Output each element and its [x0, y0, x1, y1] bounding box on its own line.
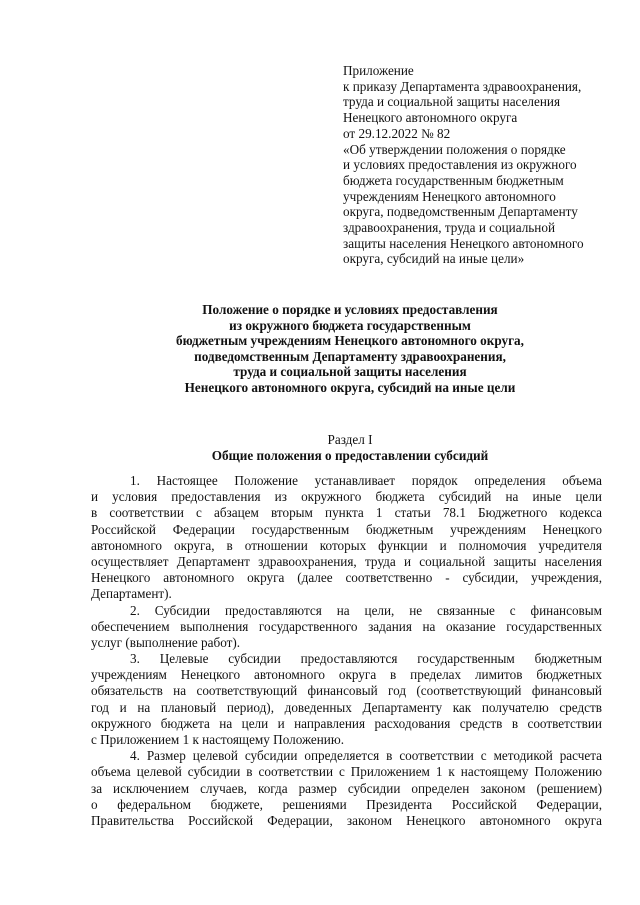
paragraph-line: год и на плановый период), доведенных Департаменту как получателю средств — [91, 699, 602, 715]
paragraph-line: 1. Настоящее Положение устанавливает порядок определения объема — [130, 473, 602, 488]
annex-line: Ненецкого автономного округа — [343, 110, 518, 126]
annex-line: от 29.12.2022 № 82 — [343, 125, 451, 141]
annex-line: «Об утверждении положения о порядке — [343, 141, 566, 157]
paragraph-line: Ненецкого автономного округа (далее соответственно - субсидии, учреждения, — [91, 570, 602, 586]
paragraph-line: осуществляет Департамент здравоохранения, труда и социальной защиты населения — [91, 553, 602, 569]
paragraph-line: 4. Размер целевой субсидии определяется в соответствии с методикой расчета — [130, 748, 602, 764]
annex-line: бюджета государственным бюджетным — [343, 172, 564, 188]
annex-line: округа, подведомственным Департаменту — [343, 204, 578, 220]
annex-line: Приложение — [343, 63, 414, 78]
paragraph-line: 3. Целевые субсидии предоставляются государственным бюджетным — [130, 651, 602, 667]
annex-line: труда и социальной защиты населения — [343, 94, 561, 110]
title-line: подведомственным Департаменту здравоохранения, — [194, 348, 506, 364]
title-line: труда и социальной защиты населения — [233, 364, 467, 380]
annex-line: к приказу Департамента здравоохранения, — [343, 78, 582, 94]
paragraph-line: обеспечением выполнения государственного задания на оказание государственных — [91, 618, 602, 634]
paragraph-line: Правительства Российской Федерации, законом Ненецкого автономного округа — [91, 812, 602, 828]
annex-line: и условиях предоставления из окружного — [343, 157, 577, 173]
paragraph-line: в соответствии с абзацем вторым пункта 1 статьи 78.1 Бюджетного кодекса — [91, 505, 602, 521]
annex-line: защиты населения Ненецкого автономного — [343, 235, 584, 251]
document-title — [60, 302, 640, 396]
paragraph-line: окружного бюджета на цели и направления расходования средств в соответствии — [91, 715, 602, 731]
paragraph-line: Департамент). — [91, 586, 172, 602]
annex-line: здравоохранения, труда и социальной — [343, 220, 556, 236]
annex-block — [343, 63, 613, 267]
paragraph-line: автономного округа, в отношении которых функции и полномочия учредителя — [91, 537, 602, 553]
paragraph-line: за исключением случаев, когда размер субсидии определен законом (решением) — [91, 780, 602, 796]
paragraph-line: и условия предоставления из окружного бюджета субсидий на иные цели — [91, 489, 602, 505]
annex-line: учреждениям Ненецкого автономного — [343, 188, 556, 204]
paragraph-line: обязательств на соответствующий финансовый год (соответствующий финансовый — [91, 683, 602, 699]
title-line: бюджетным учреждениям Ненецкого автономного округа, — [176, 333, 524, 349]
paragraph-line: с Приложением 1 к настоящему Положению. — [91, 732, 345, 747]
paragraph-line: о федеральном бюджете, решениями Президента Российской Федерации, — [91, 796, 602, 812]
paragraph-line: объема целевой субсидии в соответствии с Приложением 1 к настоящему Положению — [91, 764, 602, 780]
section-label: Раздел I — [327, 432, 373, 447]
body-text — [91, 473, 602, 829]
title-line: Ненецкого автономного округа, субсидий на иные цели — [184, 379, 516, 395]
paragraph-line: 2. Субсидии предоставляются на цели, не связанные с финансовым — [130, 602, 602, 618]
section-heading: Общие положения о предоставлении субсидий — [211, 448, 489, 463]
paragraph-line: Российской Федерации государственным бюджетным учреждениям Ненецкого — [91, 521, 602, 537]
title-line: Положение о порядке и условиях предоставления — [202, 302, 498, 317]
title-line: из окружного бюджета государственным — [229, 317, 471, 333]
annex-line: округа, субсидий на иные цели» — [343, 251, 525, 267]
paragraph-line: услуг (выполнение работ). — [91, 634, 241, 650]
paragraph-line: учреждениям Ненецкого автономного округа в пределах лимитов бюджетных — [91, 667, 602, 683]
